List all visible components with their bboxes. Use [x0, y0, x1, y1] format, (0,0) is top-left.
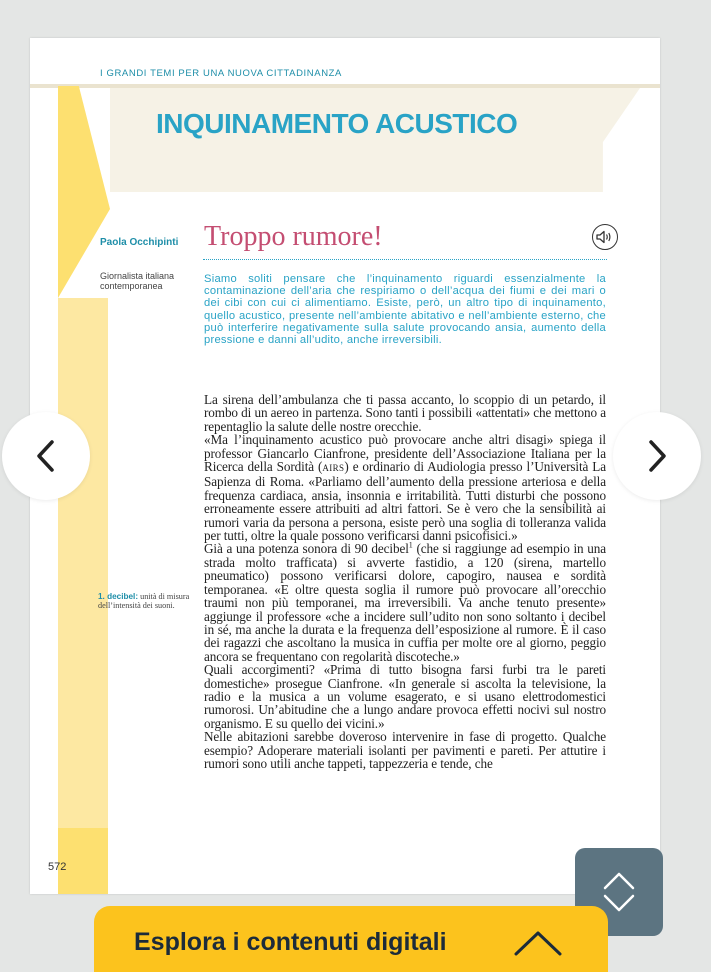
- paragraph: Quali accorgimenti? «Prima di tutto bisogna farsi furbi tra le pareti domestiche» prosegue Cianfrone. «In generale si ascolta la televisione, la radio e la musica a un volume esagerato, e si usano elettrodomestici rumorosi. Un’abitudine che a lungo andare provoca effetti nocivi sul nostro organismo. E su quello dei vicini.»: [204, 662, 606, 731]
- author-name: Paola Occhipinti: [100, 237, 179, 248]
- main-title: INQUINAMENTO ACUSTICO: [156, 108, 518, 139]
- footnote-marker: 1: [408, 541, 413, 551]
- audio-button[interactable]: [592, 224, 618, 250]
- paragraph: Nelle abitazioni sarebbe doveroso intervenire in fase di progetto. Qualche esempio? Adoperare materiali isolanti per pavimenti e pareti. Per attutire i rumori sono utili anche tappeti, tappezzeria e tende, che: [204, 729, 606, 771]
- chevron-right-icon: [645, 439, 669, 473]
- explore-label: Esplora i contenuti digitali: [134, 928, 447, 956]
- chevron-left-icon: [34, 439, 58, 473]
- article-title: Troppo rumore!: [204, 221, 383, 252]
- chevron-up-icon: [512, 928, 564, 958]
- paragraph: La sirena dell’ambulanza che ti passa accanto, lo scoppio di un petardo, il rombo di un aereo in partenza. Sono tanti i possibili «attentati» che mettono a repentaglio la salute delle nostre orecchie.: [204, 392, 606, 434]
- scroll-up-down-icon: [601, 870, 637, 914]
- book-page: [30, 38, 660, 894]
- footnote-term: 1. decibel:: [98, 592, 139, 601]
- paragraph: «Ma l’inquinamento acustico può provocare anche altri disagi» spiega il professor Giancarlo Cianfrone, presidente dell’Associazione Italiana per la Ricerca della Sordità (AIRS) e ordinario di Audiologia presso l’Università La Sapienza di Roma. «Parliamo dell’aumento della pressione arteriosa e della frequenza cardiaca, ansia, insonnia e irritabilità. Tutti disturbi che possono erroneamente essere attribuiti ad altri fattori. Se è vero che la sensibilità ai rumori varia da persona a persona, esiste però una soglia di tolleranza valida per tutti, oltre la quale possono verificarsi danni psicofisici.»: [204, 432, 606, 544]
- next-page-button[interactable]: [613, 412, 701, 500]
- article-body: [204, 393, 606, 770]
- header-band: [30, 84, 660, 88]
- title-banner: [110, 88, 640, 192]
- previous-page-button[interactable]: [2, 412, 90, 500]
- speaker-audio-icon: [596, 230, 614, 244]
- explore-digital-content-bar[interactable]: [94, 906, 608, 972]
- author-description: Giornalista italiana contemporanea: [100, 271, 175, 291]
- footnote-text: unità di misura dell’intensità dei suoni.: [98, 592, 190, 611]
- footnote: [98, 592, 198, 611]
- abbreviation: AIRS: [322, 463, 345, 474]
- article-lead: Siamo soliti pensare che l’inquinamento riguardi essenzialmente la contaminazione dell’aria che respiriamo o dell’acqua dei fiumi e dei mari o dei cibi con cui ci alimentiamo. Esiste, però, un altro tipo di inquinamento, quello acustico, presente nell’ambiente abitativo e nell’ambiente esterno, che può interferire negativamente sulla salute provocando ansia, aumento della pressione e danni all’udito, anche irreversibili.: [204, 273, 606, 347]
- paragraph: Già a una potenza sonora di 90 decibel$^1$ (che si raggiunge ad esempio in una strada molto trafficata) si avverte fastidio, a 120 (sirena, martello pneumatico) possono verificarsi dolore, capogiro, nausea e sordità temporanea. «E oltre questa soglia il rumore può provocare all’orecchio traumi non più temporanei, ma irreversibili. Va anche tenuto presente» aggiunge il professore «che a incidere sull’udito non sono soltanto i decibel in sé, ma anche la durata e la frequenza dell’esposizione al rumore. È il caso dei ragazzi che ascoltano la musica in cuffia per molte ore al giorno, peggio ancora se frequentano con regolarità discoteche.»: [204, 541, 606, 664]
- page-number: 572: [48, 861, 67, 873]
- section-label: I GRANDI TEMI PER UNA NUOVA CITTADINANZA: [100, 68, 342, 79]
- title-divider: [203, 259, 607, 260]
- decorative-yellow-shape: [58, 86, 110, 298]
